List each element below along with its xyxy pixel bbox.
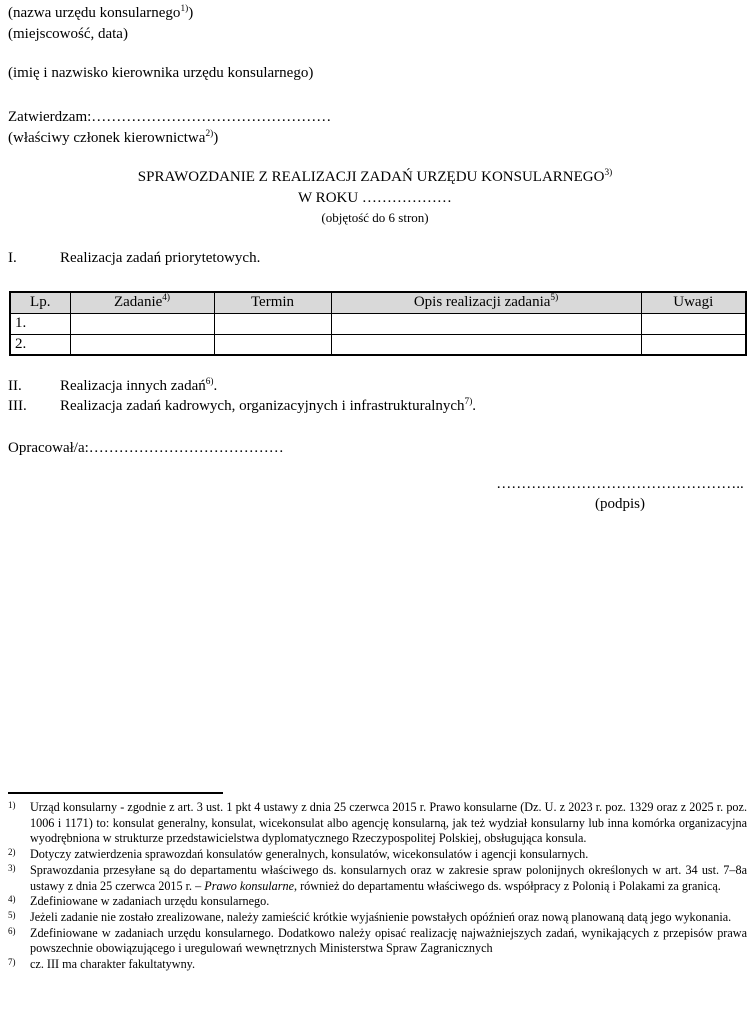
title-year-line: W ROKU ……………… <box>298 190 452 206</box>
section-numeral: II. <box>8 378 22 394</box>
footnote-text <box>30 863 747 893</box>
management-member-label <box>8 128 331 149</box>
col-header-termin-text: Termin <box>250 294 295 311</box>
footnote-text: cz. III ma charakter fakultatywny. <box>30 957 196 972</box>
footnote-number: 1) <box>8 800 16 810</box>
footnote-text: Zdefiniowane w zadaniach urzędu konsularnego. <box>30 894 270 909</box>
cell-zadanie <box>70 313 214 334</box>
title-text: SPRAWOZDANIE Z REALIZACJI ZADAŃ URZĘDU KONSULARNEGO <box>137 169 605 185</box>
member-close: ) <box>213 130 219 146</box>
footnote-1 <box>8 800 747 847</box>
footnote-ref-1: 1) <box>180 4 189 14</box>
cell-zadanie <box>70 334 214 355</box>
signature-label: (podpis) <box>595 496 645 512</box>
footnote-number: 4) <box>8 894 16 905</box>
footnote-text: Urząd konsularny - zgodnie z art. 3 ust. 1 pkt 4 ustawy z dnia 25 czerwca 2015 r. Prawo konsularne (Dz. U. z 2023 r. poz. 1329 oraz z 2025 r. poz. 1006 i 1171) to: konsulat generalny, konsulat, wicekonsulat albo agencję konsularną, jak też wydział konsularny lub inna komórka organizacyjna wyodrębniona w strukturze przedstawicielstwa dyplomatycznego Rzeczypospolitej Polskiej, obsługująca konsula. <box>30 800 747 846</box>
cell-uwagi <box>641 334 746 355</box>
footnote-number: 7) <box>8 957 16 968</box>
cell-termin <box>214 334 331 355</box>
col-header-uwagi-text: Uwagi <box>673 294 714 311</box>
col-header-opis-text: Opis realizacji zadania <box>413 294 551 311</box>
section-heading-1 <box>8 248 746 268</box>
footnote-3-italic: Prawo konsularne <box>204 878 295 893</box>
table-header-row <box>10 292 746 313</box>
section-text <box>60 376 217 396</box>
footnote-7 <box>8 957 747 973</box>
footnote-text: Dotyczy zatwierdzenia sprawozdań konsulatów generalnych, konsulatów, wicekonsulatów i agencji konsularnych. <box>30 847 589 862</box>
col-header-lp <box>10 292 70 313</box>
place-date-label: (miejscowość, data) <box>8 26 128 42</box>
col-header-opis <box>331 292 641 313</box>
section-heading-2 <box>8 376 746 396</box>
cell-opis <box>331 334 641 355</box>
office-name-text: (nazwa urzędu konsularnego <box>8 5 181 21</box>
section-3-text: Realizacja zadań kadrowych, organizacyjnych i infrastrukturalnych <box>60 398 465 414</box>
priority-tasks-table <box>9 291 747 356</box>
footnote-ref-6: 6) <box>205 377 214 387</box>
footnote-3-pre: Sprawozdania przesyłane są do departamentu właściwego ds. konsularnych oraz w zakresie spraw polonijnych określonych w art. 34 ust. 7–8a ustawy z dnia 25 czerwca 2015 r. – <box>30 862 747 893</box>
col-header-lp-text: Lp. <box>30 294 51 311</box>
footnote-ref-4: 4) <box>162 293 171 304</box>
footnote-text: Jeżeli zadanie nie zostało zrealizowane, należy zamieścić krótkie wyjaśnienie powstałych opóźnień oraz nową planowaną datą jego wykonania. <box>30 909 732 924</box>
signature-block <box>494 475 746 514</box>
approval-line: Zatwierdzam:………………………………………… <box>8 109 332 125</box>
footnote-6 <box>8 926 747 957</box>
section-2-text: Realizacja innych zadań <box>60 378 206 394</box>
cell-uwagi <box>641 313 746 334</box>
office-name-close: ) <box>188 5 194 21</box>
consular-office-name-label <box>8 3 331 24</box>
section-1-text: Realizacja zadań priorytetowych. <box>60 250 261 266</box>
cell-opis <box>331 313 641 334</box>
section-3-post: . <box>472 398 477 414</box>
footnote-4 <box>8 894 747 910</box>
document-header-block <box>8 3 331 149</box>
footnote-3 <box>8 863 747 894</box>
footnote-number: 2) <box>8 847 16 858</box>
footnote-5 <box>8 910 747 926</box>
footnote-number: 5) <box>8 909 16 920</box>
footnote-ref-5: 5) <box>550 293 559 304</box>
footnote-separator-rule <box>8 792 223 794</box>
footnote-text: Zdefiniowane w zadaniach urzędu konsularnego. Dodatkowo należy opisać realizację najważniejszych zadań, wynikających z przepisów prawa powszechnie obowiązującego i uregulowań wewnętrznych Ministerstwa Spraw Zagranicznych <box>30 925 747 956</box>
table-row <box>10 313 746 334</box>
col-header-uwagi <box>641 292 746 313</box>
footnote-ref-2: 2) <box>205 129 214 139</box>
section-heading-3 <box>8 396 746 416</box>
document-title <box>0 167 750 188</box>
signature-dotted-line: ………………………………………….. <box>496 476 744 492</box>
section-2-post: . <box>213 378 218 394</box>
section-text <box>60 248 260 268</box>
title-length-note: (objętość do 6 stron) <box>321 210 429 225</box>
footnote-3-post: , również do departamentu właściwego ds. współpracy z Polonią i Polakami za granicą. <box>294 878 721 893</box>
section-numeral: I. <box>8 250 17 266</box>
title-block <box>0 167 750 226</box>
sections-2-3-block <box>8 376 746 416</box>
footnote-ref-7: 7) <box>464 397 473 407</box>
col-header-zadanie-text: Zadanie <box>113 294 163 311</box>
table-row <box>10 334 746 355</box>
cell-termin <box>214 313 331 334</box>
cell-lp: 1. <box>10 313 70 334</box>
section-text <box>60 396 476 416</box>
col-header-zadanie <box>70 292 214 313</box>
col-header-termin <box>214 292 331 313</box>
footnote-2 <box>8 847 747 863</box>
footnote-number: 6) <box>8 925 16 936</box>
section-numeral: III. <box>8 398 27 414</box>
member-text: (właściwy członek kierownictwa <box>8 130 206 146</box>
footnote-ref-3: 3) <box>604 168 613 178</box>
footnotes-block <box>8 792 747 973</box>
prepared-by-line: Opracował/a:………………………………… <box>8 440 284 456</box>
head-of-office-label: (imię i nazwisko kierownika urzędu konsularnego) <box>8 65 314 81</box>
cell-lp: 2. <box>10 334 70 355</box>
footnote-number: 3) <box>8 862 16 873</box>
